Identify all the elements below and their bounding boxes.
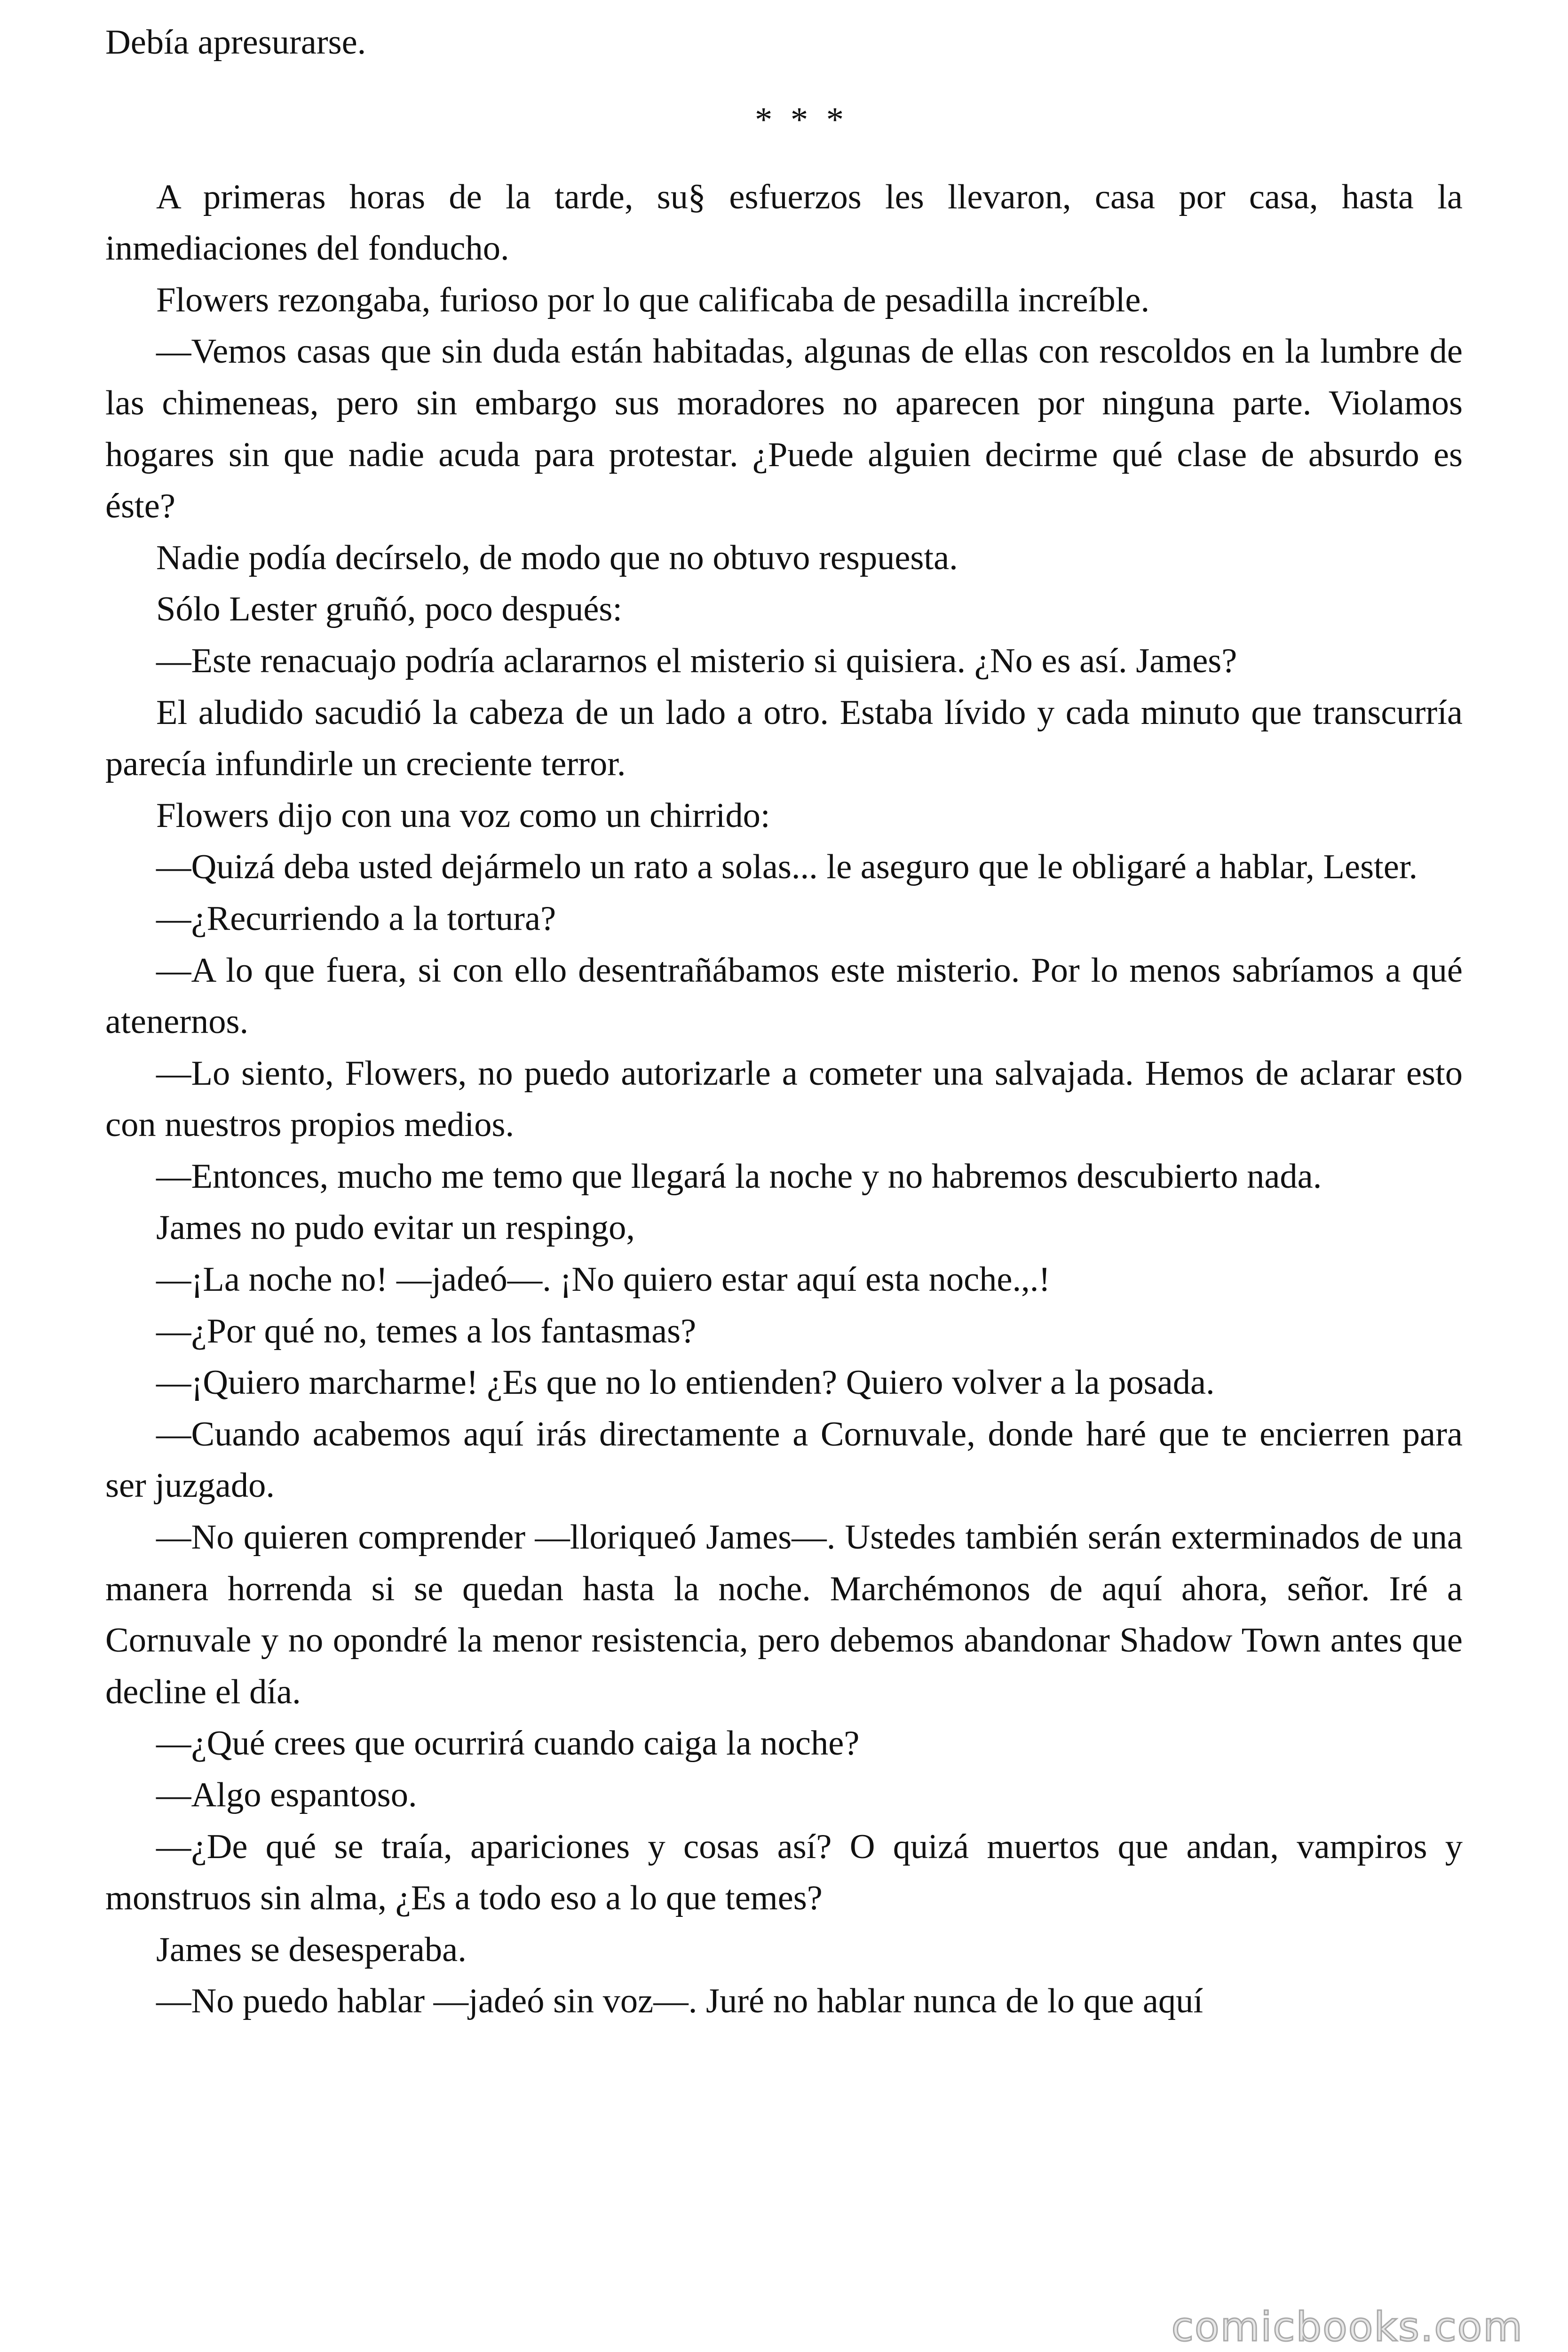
- paragraph: —No quieren comprender —lloriqueó James—. Ustedes también serán exterminados de una manera horrenda si se quedan hasta la noche. Marchémonos de aquí ahora, señor. Iré a Cornuvale y no opondré la menor resistencia, pero debemos abandonar Shadow Town antes que decline el día.: [105, 1518, 1463, 1711]
- paragraph: —¿De qué se traía, apariciones y cosas así? O quizá muertos que andan, vampiros y monstruos sin alma, ¿Es a todo eso a lo que temes?: [105, 1827, 1463, 1918]
- paragraph: —A lo que fuera, si con ello desentrañábamos este misterio. Por lo menos sabríamos a qué atenernos.: [105, 951, 1463, 1041]
- paragraph: A primeras horas de la tarde, su§ esfuerzos les llevaron, casa por casa, hasta la inmediaciones del fonducho.: [105, 177, 1463, 268]
- book-page: [105, 17, 1463, 2027]
- paragraph: Flowers rezongaba, furioso por lo que calificaba de pesadilla increíble.: [156, 280, 1150, 319]
- paragraph: Flowers dijo con una voz como un chirrido:: [156, 796, 770, 835]
- paragraph: —¡Quiero marcharme! ¿Es que no lo entienden? Quiero volver a la posada.: [156, 1363, 1215, 1402]
- paragraph: —Vemos casas que sin duda están habitadas, algunas de ellas con rescoldos en la lumbre de las chimeneas, pero sin embargo sus moradores no aparecen por ninguna parte. Violamos hogares sin que nadie acuda para protestar. ¿Puede alguien decirme qué clase de absurdo es éste?: [105, 332, 1463, 526]
- paragraph: El aludido sacudió la cabeza de un lado a otro. Estaba lívido y cada minuto que transcurría parecía infundirle un creciente terror.: [105, 693, 1463, 784]
- paragraph: James no pudo evitar un respingo,: [156, 1208, 635, 1248]
- paragraph: —Quizá deba usted dejármelo un rato a solas... le aseguro que le obligaré a hablar, Lester.: [156, 848, 1418, 887]
- watermark-text: comicbooks.com: [1171, 2304, 1523, 2351]
- paragraph: Sólo Lester gruñó, poco después:: [156, 590, 623, 629]
- paragraph: —¡La noche no! —jadeó—. ¡No quiero estar aquí esta noche.,.!: [156, 1260, 1051, 1299]
- paragraph: —Este renacuajo podría aclararnos el misterio si quisiera. ¿No es así. James?: [156, 641, 1237, 680]
- paragraph: —Algo espantoso.: [156, 1776, 417, 1814]
- paragraph: —Cuando acabemos aquí irás directamente a Cornuvale, donde haré que te encierren para ser juzgado.: [105, 1414, 1463, 1505]
- paragraph: —¿Qué crees que ocurrirá cuando caiga la noche?: [156, 1724, 860, 1763]
- paragraph: —¿Recurriendo a la tortura?: [156, 899, 556, 938]
- paragraph: —Lo siento, Flowers, no puedo autorizarle a cometer una salvajada. Hemos de aclarar esto con nuestros propios medios.: [105, 1054, 1463, 1144]
- opening-line: Debía apresurarse.: [105, 23, 366, 62]
- section-separator: * * *: [755, 100, 848, 139]
- paragraph: —No puedo hablar —jadeó sin voz—. Juré no hablar nunca de lo que aquí: [156, 1982, 1204, 2021]
- paragraph: —Entonces, mucho me temo que llegará la noche y no habremos descubierto nada.: [156, 1157, 1322, 1196]
- paragraph: —¿Por qué no, temes a los fantasmas?: [156, 1311, 697, 1351]
- paragraph: Nadie podía decírselo, de modo que no obtuvo respuesta.: [156, 538, 958, 577]
- paragraph: James se desesperaba.: [156, 1930, 467, 1969]
